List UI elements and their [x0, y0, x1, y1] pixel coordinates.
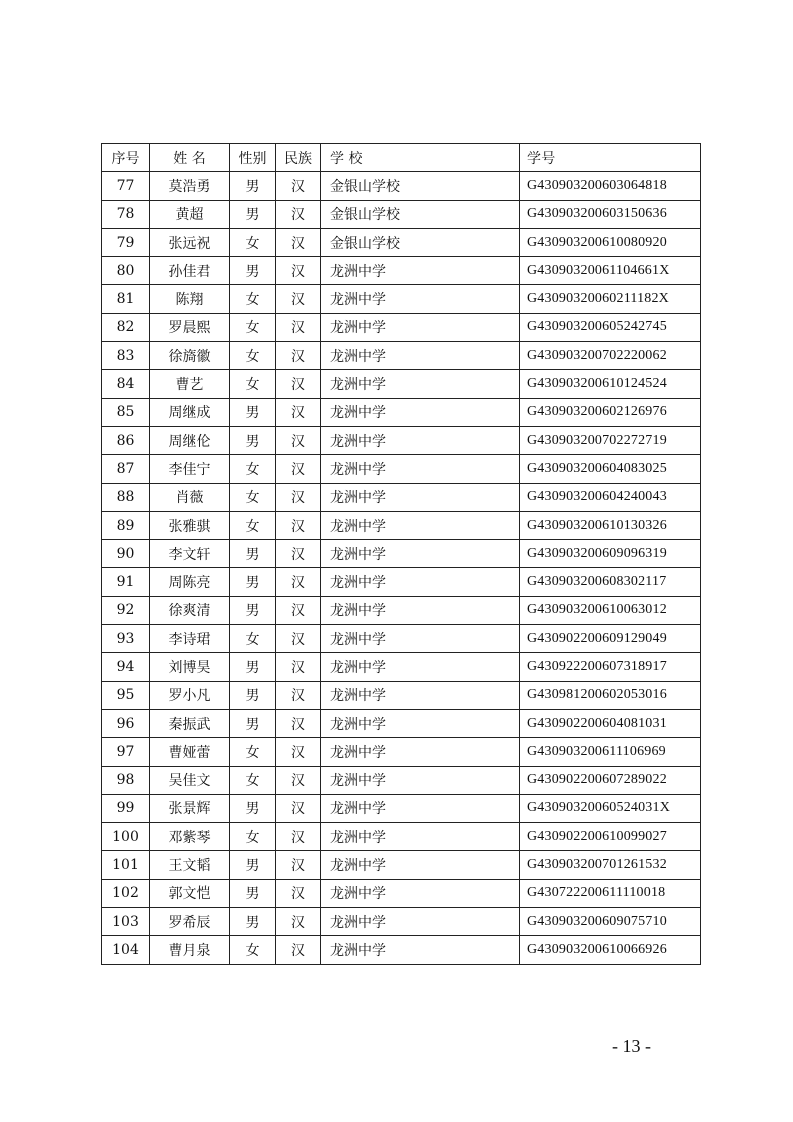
cell-sex: 男 [230, 172, 276, 200]
table-row [102, 738, 701, 766]
cell-seq: 90 [102, 540, 150, 568]
cell-sex: 女 [230, 766, 276, 794]
cell-ethnicity: 汉 [276, 511, 321, 539]
cell-sex: 男 [230, 596, 276, 624]
cell-name: 徐旖徽 [150, 342, 230, 370]
cell-seq: 103 [102, 908, 150, 936]
cell-student-id: G430902200607289022 [520, 766, 701, 794]
cell-seq: 81 [102, 285, 150, 313]
cell-ethnicity: 汉 [276, 851, 321, 879]
cell-name: 曹月泉 [150, 936, 230, 964]
cell-name: 张景辉 [150, 794, 230, 822]
table-row [102, 426, 701, 454]
header-sex: 性别 [230, 144, 276, 172]
cell-school: 龙洲中学 [321, 738, 520, 766]
cell-ethnicity: 汉 [276, 653, 321, 681]
cell-ethnicity: 汉 [276, 823, 321, 851]
cell-student-id: G430903200701261532 [520, 851, 701, 879]
cell-ethnicity: 汉 [276, 625, 321, 653]
cell-seq: 94 [102, 653, 150, 681]
cell-student-id: G430903200610130326 [520, 511, 701, 539]
cell-student-id: G430903200610066926 [520, 936, 701, 964]
cell-name: 黄超 [150, 200, 230, 228]
cell-seq: 88 [102, 483, 150, 511]
cell-sex: 男 [230, 257, 276, 285]
cell-name: 李文轩 [150, 540, 230, 568]
cell-student-id: G430903200610063012 [520, 596, 701, 624]
table-row [102, 370, 701, 398]
cell-ethnicity: 汉 [276, 342, 321, 370]
cell-school: 龙洲中学 [321, 285, 520, 313]
header-name: 姓 名 [150, 144, 230, 172]
cell-ethnicity: 汉 [276, 766, 321, 794]
cell-ethnicity: 汉 [276, 172, 321, 200]
cell-school: 龙洲中学 [321, 342, 520, 370]
cell-student-id: G430902200610099027 [520, 823, 701, 851]
cell-student-id: G430903200604240043 [520, 483, 701, 511]
cell-name: 吴佳文 [150, 766, 230, 794]
cell-seq: 87 [102, 455, 150, 483]
cell-school: 龙洲中学 [321, 766, 520, 794]
cell-ethnicity: 汉 [276, 738, 321, 766]
table-row [102, 398, 701, 426]
table-row [102, 540, 701, 568]
table-row [102, 483, 701, 511]
table-row [102, 625, 701, 653]
cell-school: 金银山学校 [321, 228, 520, 256]
cell-school: 龙洲中学 [321, 455, 520, 483]
cell-sex: 男 [230, 908, 276, 936]
cell-ethnicity: 汉 [276, 455, 321, 483]
cell-school: 龙洲中学 [321, 426, 520, 454]
cell-seq: 82 [102, 313, 150, 341]
table-row [102, 936, 701, 964]
cell-seq: 89 [102, 511, 150, 539]
cell-name: 陈翔 [150, 285, 230, 313]
cell-school: 龙洲中学 [321, 568, 520, 596]
header-seq: 序号 [102, 144, 150, 172]
cell-seq: 93 [102, 625, 150, 653]
table-row [102, 681, 701, 709]
cell-ethnicity: 汉 [276, 568, 321, 596]
cell-sex: 女 [230, 370, 276, 398]
cell-sex: 女 [230, 625, 276, 653]
cell-seq: 79 [102, 228, 150, 256]
cell-sex: 男 [230, 200, 276, 228]
cell-name: 李佳宁 [150, 455, 230, 483]
cell-ethnicity: 汉 [276, 596, 321, 624]
cell-student-id: G430903200610080920 [520, 228, 701, 256]
cell-student-id: G430981200602053016 [520, 681, 701, 709]
cell-sex: 女 [230, 455, 276, 483]
cell-seq: 99 [102, 794, 150, 822]
table-row [102, 596, 701, 624]
cell-school: 龙洲中学 [321, 908, 520, 936]
cell-seq: 85 [102, 398, 150, 426]
cell-student-id: G430903200603064818 [520, 172, 701, 200]
cell-student-id: G430903200609096319 [520, 540, 701, 568]
table-body [102, 172, 701, 964]
cell-seq: 102 [102, 879, 150, 907]
cell-ethnicity: 汉 [276, 313, 321, 341]
cell-name: 曹娅蕾 [150, 738, 230, 766]
cell-name: 秦振武 [150, 709, 230, 737]
cell-school: 龙洲中学 [321, 596, 520, 624]
cell-seq: 83 [102, 342, 150, 370]
cell-sex: 男 [230, 709, 276, 737]
cell-sex: 男 [230, 568, 276, 596]
cell-seq: 92 [102, 596, 150, 624]
cell-name: 李诗珺 [150, 625, 230, 653]
cell-ethnicity: 汉 [276, 681, 321, 709]
cell-name: 张远祝 [150, 228, 230, 256]
cell-school: 龙洲中学 [321, 313, 520, 341]
cell-school: 龙洲中学 [321, 370, 520, 398]
cell-name: 邓紫琴 [150, 823, 230, 851]
table-row [102, 766, 701, 794]
cell-name: 周陈亮 [150, 568, 230, 596]
cell-student-id: G430903200609075710 [520, 908, 701, 936]
cell-ethnicity: 汉 [276, 200, 321, 228]
table-row [102, 794, 701, 822]
table-row [102, 342, 701, 370]
cell-school: 金银山学校 [321, 200, 520, 228]
cell-school: 龙洲中学 [321, 511, 520, 539]
cell-school: 龙洲中学 [321, 540, 520, 568]
cell-sex: 男 [230, 653, 276, 681]
table-row [102, 568, 701, 596]
cell-sex: 男 [230, 879, 276, 907]
cell-student-id: G430922200607318917 [520, 653, 701, 681]
table-row [102, 200, 701, 228]
cell-school: 龙洲中学 [321, 879, 520, 907]
cell-student-id: G430903200602126976 [520, 398, 701, 426]
table-row [102, 172, 701, 200]
cell-sex: 女 [230, 483, 276, 511]
cell-ethnicity: 汉 [276, 483, 321, 511]
cell-seq: 104 [102, 936, 150, 964]
cell-sex: 男 [230, 540, 276, 568]
cell-student-id: G430903200603150636 [520, 200, 701, 228]
table-row [102, 313, 701, 341]
cell-seq: 84 [102, 370, 150, 398]
cell-student-id: G43090320061104661X [520, 257, 701, 285]
student-roster-table [101, 143, 701, 965]
cell-name: 周继伦 [150, 426, 230, 454]
cell-name: 王文韬 [150, 851, 230, 879]
cell-school: 龙洲中学 [321, 483, 520, 511]
cell-name: 郭文恺 [150, 879, 230, 907]
cell-sex: 男 [230, 426, 276, 454]
cell-sex: 男 [230, 794, 276, 822]
cell-student-id: G430903200702272719 [520, 426, 701, 454]
header-school: 学 校 [321, 144, 520, 172]
cell-ethnicity: 汉 [276, 257, 321, 285]
cell-school: 金银山学校 [321, 172, 520, 200]
cell-name: 罗小凡 [150, 681, 230, 709]
cell-student-id: G430903200611106969 [520, 738, 701, 766]
cell-school: 龙洲中学 [321, 936, 520, 964]
cell-ethnicity: 汉 [276, 709, 321, 737]
cell-school: 龙洲中学 [321, 823, 520, 851]
cell-ethnicity: 汉 [276, 426, 321, 454]
table-row [102, 257, 701, 285]
cell-ethnicity: 汉 [276, 936, 321, 964]
cell-sex: 男 [230, 681, 276, 709]
cell-seq: 101 [102, 851, 150, 879]
cell-name: 周继成 [150, 398, 230, 426]
cell-sex: 男 [230, 398, 276, 426]
table-row [102, 653, 701, 681]
cell-name: 曹艺 [150, 370, 230, 398]
cell-name: 罗晨熙 [150, 313, 230, 341]
cell-seq: 100 [102, 823, 150, 851]
cell-school: 龙洲中学 [321, 709, 520, 737]
cell-student-id: G430903200702220062 [520, 342, 701, 370]
cell-school: 龙洲中学 [321, 653, 520, 681]
cell-student-id: G43090320060211182X [520, 285, 701, 313]
cell-seq: 80 [102, 257, 150, 285]
table-row [102, 455, 701, 483]
table-row [102, 823, 701, 851]
cell-ethnicity: 汉 [276, 285, 321, 313]
table-row [102, 511, 701, 539]
cell-school: 龙洲中学 [321, 681, 520, 709]
cell-student-id: G430903200608302117 [520, 568, 701, 596]
cell-ethnicity: 汉 [276, 228, 321, 256]
cell-student-id: G430903200604083025 [520, 455, 701, 483]
cell-seq: 77 [102, 172, 150, 200]
cell-seq: 78 [102, 200, 150, 228]
table-row [102, 879, 701, 907]
cell-seq: 98 [102, 766, 150, 794]
cell-name: 肖薇 [150, 483, 230, 511]
table-row [102, 228, 701, 256]
table-row [102, 908, 701, 936]
header-ethnicity: 民族 [276, 144, 321, 172]
page-number: - 13 - [612, 1036, 651, 1056]
cell-name: 莫浩勇 [150, 172, 230, 200]
cell-sex: 女 [230, 823, 276, 851]
cell-sex: 女 [230, 511, 276, 539]
cell-ethnicity: 汉 [276, 370, 321, 398]
cell-ethnicity: 汉 [276, 908, 321, 936]
table-header-row [102, 144, 701, 172]
cell-sex: 女 [230, 313, 276, 341]
cell-seq: 86 [102, 426, 150, 454]
cell-seq: 97 [102, 738, 150, 766]
cell-seq: 95 [102, 681, 150, 709]
cell-ethnicity: 汉 [276, 398, 321, 426]
cell-school: 龙洲中学 [321, 398, 520, 426]
table-row [102, 851, 701, 879]
cell-seq: 96 [102, 709, 150, 737]
cell-school: 龙洲中学 [321, 851, 520, 879]
table-row [102, 709, 701, 737]
cell-school: 龙洲中学 [321, 625, 520, 653]
cell-name: 徐爽清 [150, 596, 230, 624]
cell-student-id: G430903200605242745 [520, 313, 701, 341]
cell-name: 罗希辰 [150, 908, 230, 936]
cell-sex: 女 [230, 285, 276, 313]
header-student-id: 学号 [520, 144, 701, 172]
cell-ethnicity: 汉 [276, 794, 321, 822]
cell-student-id: G430902200609129049 [520, 625, 701, 653]
cell-seq: 91 [102, 568, 150, 596]
cell-sex: 女 [230, 738, 276, 766]
cell-sex: 女 [230, 228, 276, 256]
table-row [102, 285, 701, 313]
cell-sex: 男 [230, 851, 276, 879]
cell-name: 刘博昊 [150, 653, 230, 681]
cell-ethnicity: 汉 [276, 540, 321, 568]
cell-student-id: G430903200610124524 [520, 370, 701, 398]
cell-school: 龙洲中学 [321, 794, 520, 822]
cell-name: 孙佳君 [150, 257, 230, 285]
cell-student-id: G430722200611110018 [520, 879, 701, 907]
cell-ethnicity: 汉 [276, 879, 321, 907]
cell-school: 龙洲中学 [321, 257, 520, 285]
cell-sex: 女 [230, 342, 276, 370]
cell-student-id: G43090320060524031X [520, 794, 701, 822]
cell-sex: 女 [230, 936, 276, 964]
cell-student-id: G430902200604081031 [520, 709, 701, 737]
cell-name: 张雅骐 [150, 511, 230, 539]
